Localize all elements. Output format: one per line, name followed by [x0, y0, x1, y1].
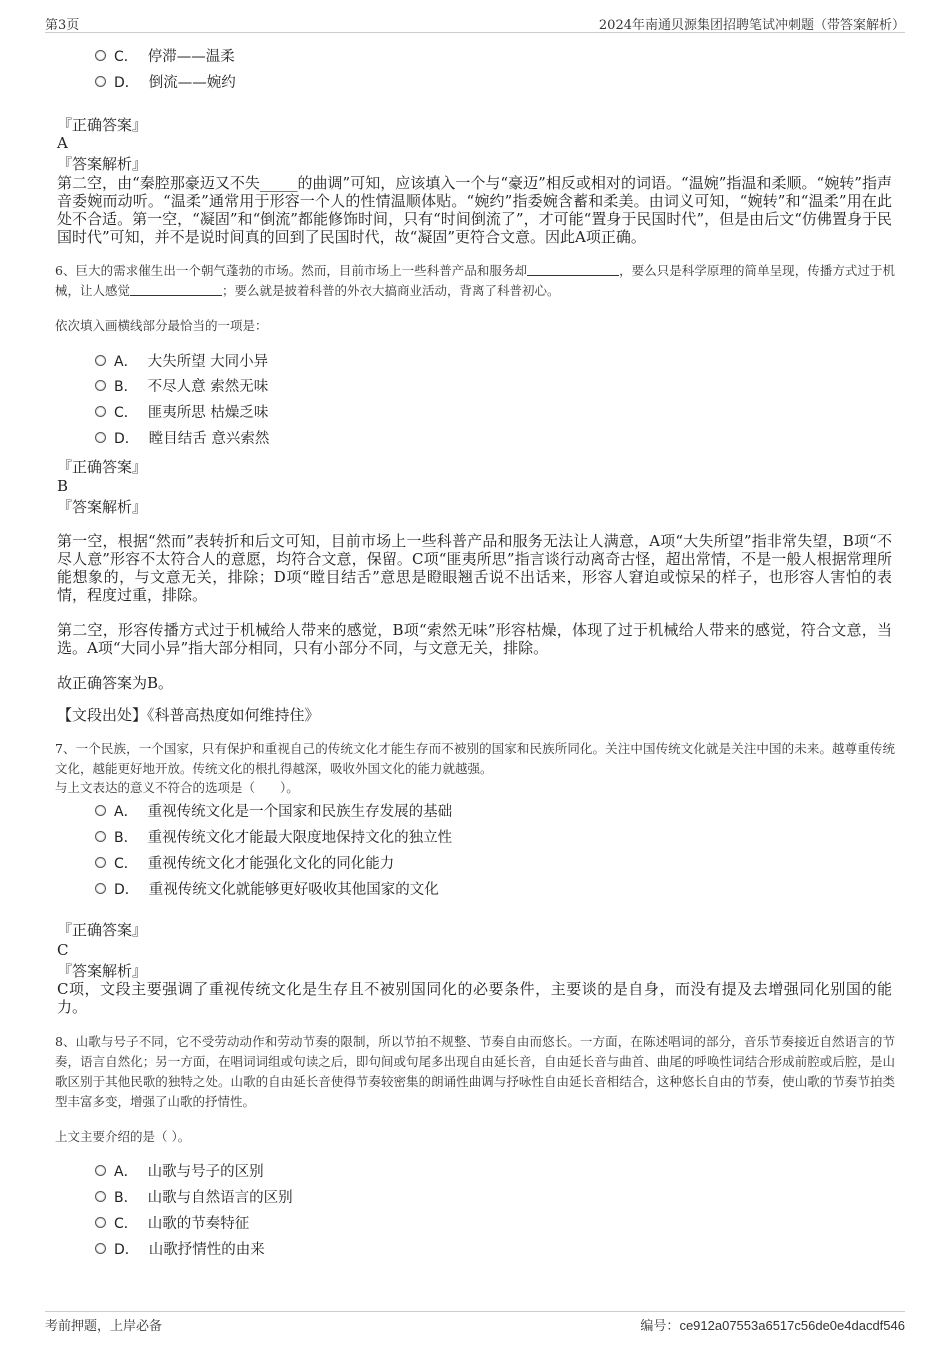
footer-slogan: 考前押题，上岸必备: [45, 1319, 163, 1334]
radio-icon[interactable]: [95, 857, 106, 868]
q8-option-c[interactable]: C． 山歌的节奏特征: [95, 1214, 249, 1234]
radio-icon[interactable]: [95, 1191, 106, 1202]
radio-icon[interactable]: [95, 1243, 106, 1254]
q5-answer: A: [57, 134, 68, 152]
q6-answer-label: 『正确答案』: [57, 458, 148, 476]
document-code: 编号：ce912a07553a6517c56de0e4dacdf546: [640, 1318, 905, 1334]
q6-analysis-label: 『答案解析』: [57, 498, 148, 516]
q5-answer-label: 『正确答案』: [57, 116, 148, 134]
q8-stem: 8、山歌与号子不同，它不受劳动动作和劳动节奏的限制，所以节拍不规整、节奏自由而悠长。一方面，在陈述唱词的部分，音乐节奏接近自然语言的节奏，语言自然化；另一方面，在唱词词组或句读之后，即句间或句尾多出现自由延长音，自由延长音与曲首、曲尾的呼唤性词结合形成前腔或后腔，是山歌区别于其他民歌的独特之处。山歌的自由延长音使得节奏较密集的朗诵性曲调与抒咏性自由延长音相结合，这种悠长自由的节奏，使山歌的节奏节拍类型丰富多变，增强了山歌的抒情性。: [55, 1034, 895, 1109]
q6-stem: 6、巨大的需求催生出一个朝气蓬勃的市场。然而，目前市场上一些科普产品和服务却 ，要么只是科学原理的简单呈现，传播方式过于机械，让人感觉 ；要么就是披着科普的外衣大搞商业活动，背离了科普初心。: [55, 263, 895, 298]
q7-option-c[interactable]: C． 重视传统文化才能强化文化的同化能力: [95, 854, 394, 874]
document-title: 2024年南通贝源集团招聘笔试冲刺题（带答案解析）: [598, 18, 905, 33]
q8-option-d[interactable]: D． 山歌抒情性的由来: [95, 1240, 265, 1260]
q6-answer: B: [57, 477, 69, 495]
q5-option-d[interactable]: D． 倒流——婉约: [95, 73, 236, 93]
q6-analysis-p2: 第二空，形容传播方式过于机械给人带来的感觉，B项“索然无味”形容枯燥，体现了过于机械给人带来的感觉，符合文意，当选。A项“大同小异”指大部分相同，只有小部分不同，与文意无关，排除。: [57, 621, 892, 657]
q7-option-d[interactable]: D． 重视传统文化就能够更好吸收其他国家的文化: [95, 880, 439, 900]
radio-icon[interactable]: [95, 406, 106, 417]
q7-option-a[interactable]: A． 重视传统文化是一个国家和民族生存发展的基础: [95, 802, 452, 822]
q7-stem: 7、一个民族，一个国家，只有保护和重视自己的传统文化才能生存而不被别的国家和民族所同化。关注中国传统文化就是关注中国的未来。越尊重传统文化，越能更好地开放。传统文化的根扎得越深，吸收外国文化的能力就越强。: [55, 741, 895, 776]
q5-analysis-label: 『答案解析』: [57, 155, 148, 173]
page-number: 第3页: [45, 18, 80, 33]
radio-icon[interactable]: [95, 355, 106, 366]
radio-icon[interactable]: [95, 1165, 106, 1176]
radio-icon[interactable]: [95, 432, 106, 443]
page-header: [45, 10, 905, 33]
q6-option-c[interactable]: C． 匪夷所思 枯燥乏味: [95, 403, 268, 423]
fill-blank-1: [527, 263, 619, 276]
radio-icon[interactable]: [95, 883, 106, 894]
q7-answer-label: 『正确答案』: [57, 921, 148, 939]
radio-icon[interactable]: [95, 76, 106, 87]
q5-option-c[interactable]: C． 停滞——温柔: [95, 47, 235, 67]
radio-icon[interactable]: [95, 831, 106, 842]
q6-option-b[interactable]: B． 不尽人意 索然无味: [95, 377, 268, 397]
q6-source: 【文段出处】《科普高热度如何维持住》: [57, 706, 320, 724]
q7-analysis-label: 『答案解析』: [57, 962, 148, 980]
radio-icon[interactable]: [95, 805, 106, 816]
q7-prompt: 与上文表达的意义不符合的选项是（ ）。: [55, 780, 299, 795]
radio-icon[interactable]: [95, 1217, 106, 1228]
q6-prompt: 依次填入画横线部分最恰当的一项是：: [55, 318, 268, 333]
q6-analysis-p1: 第一空，根据“然而”表转折和后文可知，目前市场上一些科普产品和服务无法让人满意，A项“大失所望”指非常失望，B项“不尽人意”形容不太符合人的意愿，均符合文意，保留。C项“匪夷所思”指言谈行动离奇古怪，超出常情，不是一般人根据常理所能想象的，与文意无关，排除；D项“瞠目结舌”意思是瞪眼翘舌说不出话来，形容人窘迫或惊呆的样子，也形容人害怕的表情，程度过重，排除。: [57, 532, 892, 604]
q8-option-b[interactable]: B． 山歌与自然语言的区别: [95, 1188, 293, 1208]
radio-icon[interactable]: [95, 50, 106, 61]
q8-prompt: 上文主要介绍的是（ ）。: [55, 1129, 191, 1144]
q6-analysis-p3: 故正确答案为B。: [57, 674, 174, 692]
q7-answer: C: [57, 941, 69, 959]
q8-option-a[interactable]: A． 山歌与号子的区别: [95, 1162, 264, 1182]
q7-analysis: C项，文段主要强调了重视传统文化是生存且不被别国同化的必要条件，主要谈的是自身，而没有提及去增强同化别国的能力。: [57, 980, 892, 1016]
q6-option-a[interactable]: A． 大失所望 大同小异: [95, 352, 268, 372]
fill-blank-2: [130, 283, 222, 296]
q5-analysis: 第二空，由“秦腔那豪迈又不失_____的曲调”可知，应该填入一个与“豪迈”相反或相对的词语。“温婉”指温和柔顺。“婉转”指声音委婉而动听。“温柔”通常用于形容一个人的性情温顺体贴。“婉约”指委婉含蓄和柔美。由词义可知，“婉转”和“温柔”用在此处不合适。第一空，“凝固”和“倒流”都能修饰时间，只有“时间倒流了”，才可能“置身于民国时代”，但是由后文“仿佛置身于民国时代”可知，并不是说时间真的回到了民国时代，故“凝固”更符合文意。因此A项正确。: [57, 174, 892, 246]
page-footer: [45, 1311, 905, 1334]
q7-option-b[interactable]: B． 重视传统文化才能最大限度地保持文化的独立性: [95, 828, 452, 848]
radio-icon[interactable]: [95, 380, 106, 391]
q6-option-d[interactable]: D． 瞠目结舌 意兴索然: [95, 429, 269, 449]
